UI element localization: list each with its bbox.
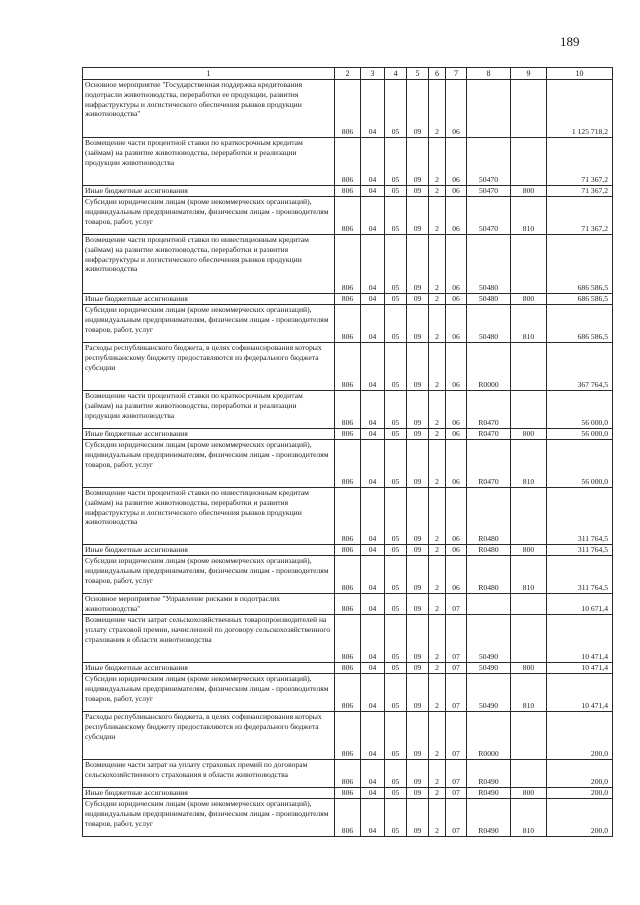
amount-cell: 311 764,5 (547, 488, 613, 545)
program-cell: 09 (407, 556, 429, 594)
event-cell: 06 (446, 556, 467, 594)
budget-table (82, 67, 613, 837)
subsection-cell: 05 (385, 80, 407, 138)
direction-cell: R0490 (467, 799, 511, 837)
gr-code-cell: 806 (335, 674, 361, 712)
gr-code-cell: 806 (335, 429, 361, 440)
amount-cell: 367 764,5 (547, 343, 613, 391)
table-row (83, 488, 613, 545)
table-row (83, 197, 613, 235)
header-cell: 2 (335, 68, 361, 80)
section-cell: 04 (361, 788, 385, 799)
program-cell: 09 (407, 663, 429, 674)
header-cell: 3 (361, 68, 385, 80)
event-cell: 06 (446, 440, 467, 488)
amount-cell: 71 367,2 (547, 197, 613, 235)
subprogram-cell: 2 (429, 305, 446, 343)
event-cell: 07 (446, 788, 467, 799)
expense-type-cell (511, 80, 547, 138)
row-name-cell: Возмещение части затрат сельскохозяйственных товаропроизводителей на уплату страховой премии, начисленной по договору сельскохозяйственного страхования в области животноводства (83, 615, 335, 663)
table-row (83, 305, 613, 343)
direction-cell: R0490 (467, 760, 511, 788)
expense-type-cell: 810 (511, 556, 547, 594)
row-name-cell: Иные бюджетные ассигнования (83, 186, 335, 197)
subsection-cell: 05 (385, 197, 407, 235)
amount-cell: 311 764,5 (547, 545, 613, 556)
event-cell: 07 (446, 674, 467, 712)
section-cell: 04 (361, 294, 385, 305)
subprogram-cell: 2 (429, 235, 446, 294)
program-cell: 09 (407, 440, 429, 488)
section-cell: 04 (361, 186, 385, 197)
event-cell: 06 (446, 80, 467, 138)
gr-code-cell: 806 (335, 440, 361, 488)
header-cell: 1 (83, 68, 335, 80)
subsection-cell: 05 (385, 235, 407, 294)
subprogram-cell: 2 (429, 138, 446, 186)
table-row (83, 760, 613, 788)
subsection-cell: 05 (385, 556, 407, 594)
direction-cell: R0490 (467, 788, 511, 799)
gr-code-cell: 806 (335, 391, 361, 429)
header-cell: 6 (429, 68, 446, 80)
header-cell: 10 (547, 68, 613, 80)
expense-type-cell: 810 (511, 440, 547, 488)
amount-cell: 10 471,4 (547, 663, 613, 674)
row-name-cell: Расходы республиканского бюджета, в целях софинансирования которых республиканскому бюджету предоставляются из федерального бюджета субсидии (83, 343, 335, 391)
gr-code-cell: 806 (335, 799, 361, 837)
subsection-cell: 05 (385, 343, 407, 391)
subprogram-cell: 2 (429, 663, 446, 674)
section-cell: 04 (361, 305, 385, 343)
gr-code-cell: 806 (335, 663, 361, 674)
program-cell: 09 (407, 235, 429, 294)
program-cell: 09 (407, 594, 429, 615)
row-name-cell: Основное мероприятие "Управление рисками в подотраслях животноводства" (83, 594, 335, 615)
section-cell: 04 (361, 799, 385, 837)
subsection-cell: 05 (385, 760, 407, 788)
expense-type-cell: 800 (511, 429, 547, 440)
section-cell: 04 (361, 488, 385, 545)
expense-type-cell (511, 391, 547, 429)
direction-cell: 50480 (467, 305, 511, 343)
direction-cell: 50480 (467, 235, 511, 294)
subsection-cell: 05 (385, 429, 407, 440)
gr-code-cell: 806 (335, 760, 361, 788)
amount-cell: 200,0 (547, 799, 613, 837)
row-name-cell: Субсидии юридическим лицам (кроме некоммерческих организаций), индивидуальным предпринимателям, физическим лицам - производителям товаров, работ, услуг (83, 440, 335, 488)
subprogram-cell: 2 (429, 556, 446, 594)
event-cell: 07 (446, 712, 467, 760)
expense-type-cell (511, 760, 547, 788)
program-cell: 09 (407, 545, 429, 556)
amount-cell: 10 471,4 (547, 615, 613, 663)
amount-cell: 10 471,4 (547, 674, 613, 712)
table-row (83, 391, 613, 429)
program-cell: 09 (407, 788, 429, 799)
amount-cell: 71 367,2 (547, 138, 613, 186)
section-cell: 04 (361, 343, 385, 391)
row-name-cell: Иные бюджетные ассигнования (83, 663, 335, 674)
program-cell: 09 (407, 294, 429, 305)
subprogram-cell: 2 (429, 80, 446, 138)
table-row (83, 138, 613, 186)
table-row (83, 545, 613, 556)
program-cell: 09 (407, 343, 429, 391)
gr-code-cell: 806 (335, 594, 361, 615)
subprogram-cell: 2 (429, 799, 446, 837)
header-cell: 5 (407, 68, 429, 80)
expense-type-cell: 810 (511, 197, 547, 235)
event-cell: 06 (446, 186, 467, 197)
event-cell: 07 (446, 663, 467, 674)
row-name-cell: Возмещение части процентной ставки по краткосрочным кредитам (займам) на развитие животноводства, переработки и реализации продукции животноводства (83, 391, 335, 429)
expense-type-cell (511, 615, 547, 663)
section-cell: 04 (361, 556, 385, 594)
subprogram-cell: 2 (429, 294, 446, 305)
row-name-cell: Расходы республиканского бюджета, в целях софинансирования которых республиканскому бюджету предоставляются из федерального бюджета субсидии (83, 712, 335, 760)
table-row (83, 556, 613, 594)
program-cell: 09 (407, 305, 429, 343)
subprogram-cell: 2 (429, 343, 446, 391)
direction-cell: R0000 (467, 712, 511, 760)
gr-code-cell: 806 (335, 488, 361, 545)
event-cell: 07 (446, 615, 467, 663)
subprogram-cell: 2 (429, 429, 446, 440)
expense-type-cell: 800 (511, 545, 547, 556)
gr-code-cell: 806 (335, 712, 361, 760)
gr-code-cell: 806 (335, 305, 361, 343)
expense-type-cell: 810 (511, 799, 547, 837)
program-cell: 09 (407, 138, 429, 186)
direction-cell: 50480 (467, 294, 511, 305)
event-cell: 06 (446, 488, 467, 545)
program-cell: 09 (407, 712, 429, 760)
amount-cell: 56 000,0 (547, 440, 613, 488)
direction-cell: R0470 (467, 391, 511, 429)
amount-cell: 686 586,5 (547, 235, 613, 294)
program-cell: 09 (407, 429, 429, 440)
amount-cell: 200,0 (547, 760, 613, 788)
subsection-cell: 05 (385, 138, 407, 186)
row-name-cell: Возмещение части процентной ставки по краткосрочным кредитам (займам) на развитие животноводства, переработки и реализации продукции животноводства (83, 138, 335, 186)
subsection-cell: 05 (385, 305, 407, 343)
table-row (83, 788, 613, 799)
gr-code-cell: 806 (335, 343, 361, 391)
direction-cell (467, 80, 511, 138)
subsection-cell: 05 (385, 799, 407, 837)
program-cell: 09 (407, 391, 429, 429)
program-cell: 09 (407, 799, 429, 837)
event-cell: 06 (446, 294, 467, 305)
amount-cell: 686 586,5 (547, 294, 613, 305)
section-cell: 04 (361, 235, 385, 294)
row-name-cell: Субсидии юридическим лицам (кроме некоммерческих организаций), индивидуальным предпринимателям, физическим лицам - производителям товаров, работ, услуг (83, 799, 335, 837)
row-name-cell: Субсидии юридическим лицам (кроме некоммерческих организаций), индивидуальным предпринимателям, физическим лицам - производителям товаров, работ, услуг (83, 305, 335, 343)
gr-code-cell: 806 (335, 545, 361, 556)
table-row (83, 429, 613, 440)
gr-code-cell: 806 (335, 138, 361, 186)
direction-cell (467, 594, 511, 615)
subsection-cell: 05 (385, 712, 407, 760)
amount-cell: 200,0 (547, 788, 613, 799)
subprogram-cell: 2 (429, 391, 446, 429)
subprogram-cell: 2 (429, 712, 446, 760)
expense-type-cell: 810 (511, 674, 547, 712)
subprogram-cell: 2 (429, 760, 446, 788)
gr-code-cell: 806 (335, 186, 361, 197)
section-cell: 04 (361, 674, 385, 712)
subsection-cell: 05 (385, 545, 407, 556)
expense-type-cell (511, 343, 547, 391)
expense-type-cell (511, 712, 547, 760)
subsection-cell: 05 (385, 663, 407, 674)
subprogram-cell: 2 (429, 615, 446, 663)
program-cell: 09 (407, 615, 429, 663)
event-cell: 07 (446, 594, 467, 615)
section-cell: 04 (361, 80, 385, 138)
expense-type-cell: 800 (511, 186, 547, 197)
event-cell: 06 (446, 391, 467, 429)
table-row (83, 674, 613, 712)
amount-cell: 56 000,0 (547, 429, 613, 440)
row-name-cell: Субсидии юридическим лицам (кроме некоммерческих организаций), индивидуальным предпринимателям, физическим лицам - производителям товаров, работ, услуг (83, 197, 335, 235)
direction-cell: 50490 (467, 674, 511, 712)
gr-code-cell: 806 (335, 615, 361, 663)
table-row (83, 80, 613, 138)
event-cell: 06 (446, 235, 467, 294)
row-name-cell: Возмещение части процентной ставки по инвестиционным кредитам (займам) на развитие животноводства, переработки и развития инфраструктуры и логистического обеспечения рынков продукции животноводства (83, 488, 335, 545)
row-name-cell: Возмещение части затрат на уплату страховых премий по договорам сельскохозяйственного страхования в области животноводства (83, 760, 335, 788)
header-cell: 8 (467, 68, 511, 80)
section-cell: 04 (361, 440, 385, 488)
table-row (83, 663, 613, 674)
subprogram-cell: 2 (429, 440, 446, 488)
gr-code-cell: 806 (335, 788, 361, 799)
direction-cell: R0470 (467, 429, 511, 440)
expense-type-cell (511, 235, 547, 294)
program-cell: 09 (407, 488, 429, 545)
subsection-cell: 05 (385, 440, 407, 488)
section-cell: 04 (361, 615, 385, 663)
section-cell: 04 (361, 545, 385, 556)
direction-cell: R0480 (467, 488, 511, 545)
event-cell: 06 (446, 197, 467, 235)
event-cell: 07 (446, 760, 467, 788)
expense-type-cell (511, 138, 547, 186)
program-cell: 09 (407, 760, 429, 788)
gr-code-cell: 806 (335, 197, 361, 235)
direction-cell: 50470 (467, 186, 511, 197)
subsection-cell: 05 (385, 186, 407, 197)
section-cell: 04 (361, 429, 385, 440)
row-name-cell: Иные бюджетные ассигнования (83, 788, 335, 799)
table-row (83, 186, 613, 197)
section-cell: 04 (361, 594, 385, 615)
table-row (83, 294, 613, 305)
table-row (83, 615, 613, 663)
table-row (83, 799, 613, 837)
row-name-cell: Иные бюджетные ассигнования (83, 294, 335, 305)
subsection-cell: 05 (385, 615, 407, 663)
direction-cell: R0480 (467, 556, 511, 594)
direction-cell: R0000 (467, 343, 511, 391)
table-header-row (83, 68, 613, 80)
header-cell: 9 (511, 68, 547, 80)
section-cell: 04 (361, 197, 385, 235)
event-cell: 07 (446, 799, 467, 837)
amount-cell: 1 125 718,2 (547, 80, 613, 138)
event-cell: 06 (446, 343, 467, 391)
row-name-cell: Иные бюджетные ассигнования (83, 545, 335, 556)
program-cell: 09 (407, 186, 429, 197)
subprogram-cell: 2 (429, 545, 446, 556)
event-cell: 06 (446, 138, 467, 186)
gr-code-cell: 806 (335, 80, 361, 138)
expense-type-cell: 800 (511, 788, 547, 799)
amount-cell: 10 671,4 (547, 594, 613, 615)
expense-type-cell (511, 488, 547, 545)
gr-code-cell: 806 (335, 556, 361, 594)
subprogram-cell: 2 (429, 674, 446, 712)
amount-cell: 200,0 (547, 712, 613, 760)
row-name-cell: Иные бюджетные ассигнования (83, 429, 335, 440)
gr-code-cell: 806 (335, 294, 361, 305)
section-cell: 04 (361, 760, 385, 788)
direction-cell: R0480 (467, 545, 511, 556)
expense-type-cell (511, 594, 547, 615)
row-name-cell: Основное мероприятие "Государственная поддержка кредитования подотрасли животноводства, переработки ее продукции, развития инфраструктуры и логистического обеспечения рынков продукции животноводства" (83, 80, 335, 138)
subprogram-cell: 2 (429, 488, 446, 545)
subsection-cell: 05 (385, 594, 407, 615)
program-cell: 09 (407, 80, 429, 138)
table-row (83, 594, 613, 615)
amount-cell: 71 367,2 (547, 186, 613, 197)
subprogram-cell: 2 (429, 594, 446, 615)
subsection-cell: 05 (385, 674, 407, 712)
section-cell: 04 (361, 138, 385, 186)
table-row (83, 343, 613, 391)
row-name-cell: Субсидии юридическим лицам (кроме некоммерческих организаций), индивидуальным предпринимателям, физическим лицам - производителям товаров, работ, услуг (83, 674, 335, 712)
section-cell: 04 (361, 663, 385, 674)
event-cell: 06 (446, 305, 467, 343)
expense-type-cell: 810 (511, 305, 547, 343)
header-cell: 4 (385, 68, 407, 80)
row-name-cell: Возмещение части процентной ставки по инвестиционным кредитам (займам) на развитие животноводства, переработки и развития инфраструктуры и логистического обеспечения рынков продукции животноводства (83, 235, 335, 294)
subprogram-cell: 2 (429, 788, 446, 799)
subsection-cell: 05 (385, 488, 407, 545)
amount-cell: 56 000,0 (547, 391, 613, 429)
row-name-cell: Субсидии юридическим лицам (кроме некоммерческих организаций), индивидуальным предпринимателям, физическим лицам - производителям товаров, работ, услуг (83, 556, 335, 594)
direction-cell: 50470 (467, 138, 511, 186)
program-cell: 09 (407, 674, 429, 712)
event-cell: 06 (446, 545, 467, 556)
subsection-cell: 05 (385, 294, 407, 305)
subprogram-cell: 2 (429, 186, 446, 197)
event-cell: 06 (446, 429, 467, 440)
amount-cell: 311 764,5 (547, 556, 613, 594)
page-number: 189 (560, 34, 580, 49)
subsection-cell: 05 (385, 788, 407, 799)
gr-code-cell: 806 (335, 235, 361, 294)
table-row (83, 440, 613, 488)
table-row (83, 712, 613, 760)
direction-cell: 50470 (467, 197, 511, 235)
subprogram-cell: 2 (429, 197, 446, 235)
section-cell: 04 (361, 712, 385, 760)
direction-cell: 50490 (467, 615, 511, 663)
direction-cell: R0470 (467, 440, 511, 488)
table-row (83, 235, 613, 294)
subsection-cell: 05 (385, 391, 407, 429)
expense-type-cell: 800 (511, 663, 547, 674)
header-cell: 7 (446, 68, 467, 80)
expense-type-cell: 800 (511, 294, 547, 305)
section-cell: 04 (361, 391, 385, 429)
direction-cell: 50490 (467, 663, 511, 674)
amount-cell: 686 586,5 (547, 305, 613, 343)
program-cell: 09 (407, 197, 429, 235)
